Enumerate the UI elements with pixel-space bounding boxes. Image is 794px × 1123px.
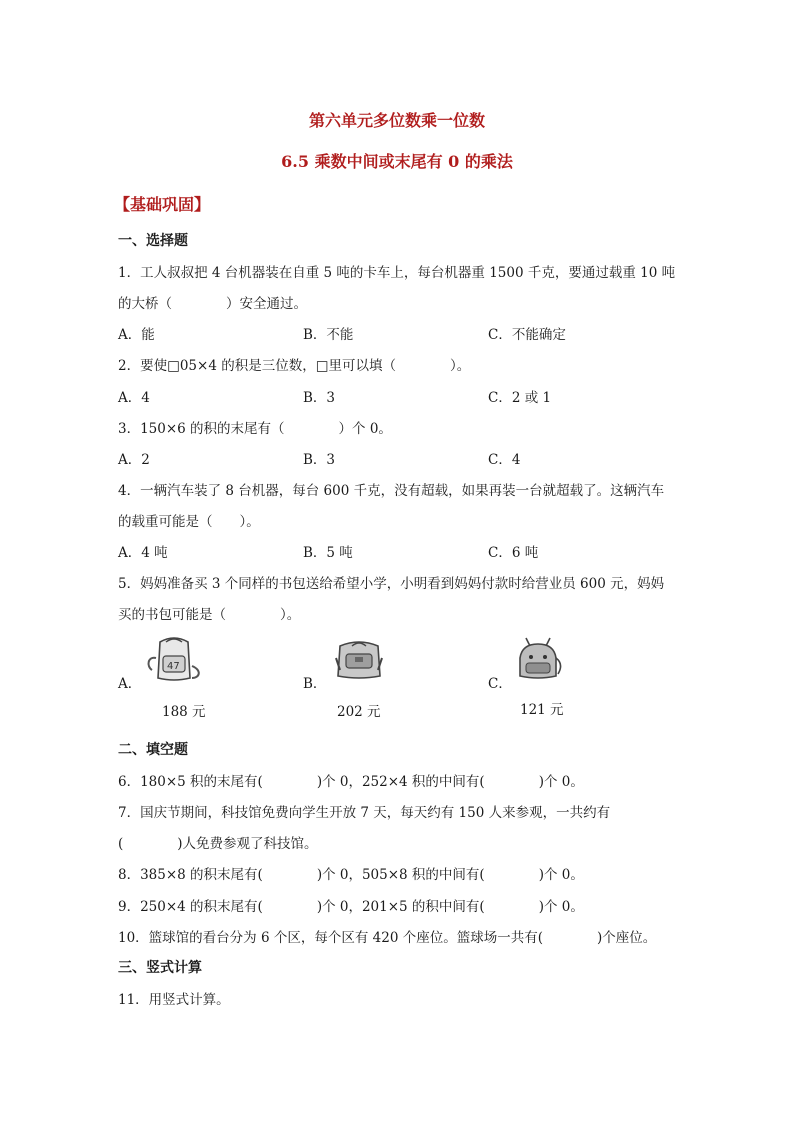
section-fill: 二、填空题 (118, 742, 188, 758)
q5-line2: 买的书包可能是（ ）。 (118, 607, 301, 623)
q5-price-c: 121 元 (520, 702, 564, 718)
q3-option-a: A．2 (118, 452, 150, 468)
q1-option-a: A．能 (118, 327, 155, 343)
backpack-b-icon (332, 638, 386, 682)
q4-option-b: B．5 吨 (303, 545, 353, 561)
q4-option-c: C．6 吨 (488, 545, 539, 561)
q9-line: 9．250×4 的积末尾有( )个 0，201×5 的积中间有( )个 0。 (118, 899, 584, 915)
q7-line2: ( )人免费参观了科技馆。 (118, 836, 318, 852)
section-basic: 【基础巩固】 (114, 195, 211, 214)
page-subtitle: 6.5 乘数中间或末尾有 0 的乘法 (281, 152, 513, 171)
q1-line2: 的大桥（ ）安全通过。 (118, 296, 307, 312)
q2-option-c: C．2 或 1 (488, 390, 552, 406)
q4-line2: 的载重可能是（ ）。 (118, 514, 260, 530)
q3-option-c: C．4 (488, 452, 521, 468)
q5-option-c: C． (488, 676, 512, 692)
section-vertical: 三、竖式计算 (118, 960, 202, 976)
q5-price-a: 188 元 (162, 704, 206, 720)
page-title: 第六单元多位数乘一位数 (308, 111, 485, 130)
q1-option-b: B．不能 (303, 327, 354, 343)
q6-line: 6．180×5 积的末尾有( )个 0，252×4 积的中间有( )个 0。 (118, 774, 584, 790)
q3-line1: 3．150×6 的积的末尾有（ ）个 0。 (118, 421, 392, 437)
q5-option-a: A． (118, 676, 142, 692)
q5-price-b: 202 元 (337, 704, 381, 720)
svg-text:47: 47 (167, 661, 180, 672)
q7-line1: 7．国庆节期间，科技馆免费向学生开放 7 天，每天约有 150 人来参观，一共约有 (118, 805, 611, 821)
q8-line: 8．385×8 的积末尾有( )个 0，505×8 积的中间有( )个 0。 (118, 867, 584, 883)
q2-option-b: B．3 (303, 390, 336, 406)
backpack-c-icon (512, 636, 564, 682)
q10-line: 10．篮球馆的看台分为 6 个区，每个区有 420 个座位。篮球场一共有( )个座位。 (118, 930, 657, 946)
q5-option-b: B． (303, 676, 327, 692)
q3-option-b: B．3 (303, 452, 336, 468)
q2-line1: 2．要使□05×4 的积是三位数，□里可以填（ ）。 (118, 358, 471, 374)
q4-line1: 4．一辆汽车装了 8 台机器，每台 600 千克，没有超载，如果再装一台就超载了。这辆汽车 (118, 483, 665, 499)
q5-line1: 5．妈妈准备买 3 个同样的书包送给希望小学，小明看到妈妈付款时给营业员 600 元，妈妈 (118, 576, 665, 592)
q2-option-a: A．4 (118, 390, 150, 406)
q4-option-a: A．4 吨 (118, 545, 168, 561)
section-choice: 一、选择题 (118, 233, 188, 249)
backpack-a-icon (146, 636, 204, 684)
q11-line: 11．用竖式计算。 (118, 992, 230, 1008)
q1-option-c: C．不能确定 (488, 327, 566, 343)
q1-line1: 1．工人叔叔把 4 台机器装在自重 5 吨的卡车上，每台机器重 1500 千克，要通过载重 10 吨 (118, 265, 676, 281)
